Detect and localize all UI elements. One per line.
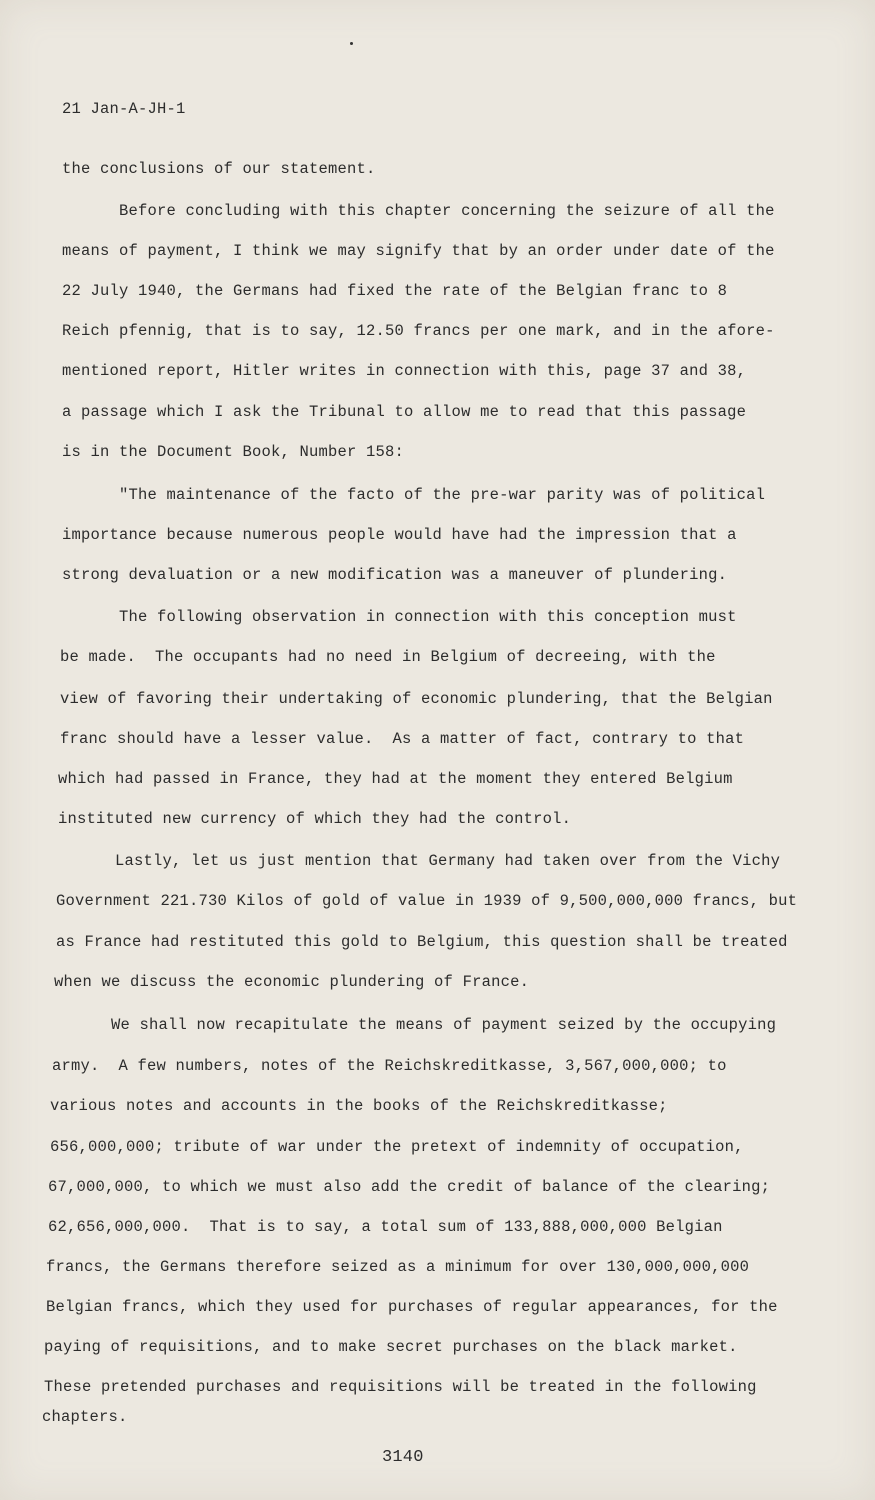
document-reference: 21 Jan-A-JH-1 [62, 100, 186, 118]
body-line: paying of requisitions, and to make secret purchases on the black market. [44, 1338, 738, 1356]
body-line: as France had restituted this gold to Belgium, this question shall be treated [56, 933, 788, 951]
body-line: franc should have a lesser value. As a matter of fact, contrary to that [60, 730, 745, 748]
body-line: when we discuss the economic plundering of France. [54, 973, 530, 991]
body-line: means of payment, I think we may signify that by an order under date of the [62, 242, 775, 260]
body-line: which had passed in France, they had at the moment they entered Belgium [58, 770, 733, 788]
body-line: These pretended purchases and requisitions will be treated in the following [44, 1378, 757, 1396]
body-line: strong devaluation or a new modification was a maneuver of plundering. [62, 566, 728, 584]
page-number: 3140 [382, 1448, 424, 1467]
body-line: instituted new currency of which they had the control. [58, 810, 572, 828]
body-line: 656,000,000; tribute of war under the pretext of indemnity of occupation, [50, 1138, 744, 1156]
body-line: Belgian francs, which they used for purchases of regular appearances, for the [46, 1298, 778, 1316]
body-line: 22 July 1940, the Germans had fixed the rate of the Belgian franc to 8 [62, 282, 728, 300]
body-line: "The maintenance of the facto of the pre-war parity was of political [62, 486, 766, 504]
page-mark-dot [350, 42, 353, 45]
body-line: We shall now recapitulate the means of payment seized by the occupying [54, 1016, 777, 1034]
body-line: francs, the Germans therefore seized as a minimum for over 130,000,000,000 [46, 1258, 750, 1276]
body-line: Lastly, let us just mention that Germany had taken over from the Vichy [58, 852, 781, 870]
body-line: importance because numerous people would have had the impression that a [62, 526, 737, 544]
body-line: The following observation in connection with this conception must [62, 608, 737, 626]
body-line: be made. The occupants had no need in Belgium of decreeing, with the [60, 648, 716, 666]
body-line: view of favoring their undertaking of economic plundering, that the Belgian [60, 690, 773, 708]
body-line: is in the Document Book, Number 158: [62, 443, 405, 461]
body-line: Government 221.730 Kilos of gold of value in 1939 of 9,500,000,000 francs, but [56, 892, 798, 910]
body-line: Before concluding with this chapter concerning the seizure of all the [62, 202, 775, 220]
body-line: 62,656,000,000. That is to say, a total sum of 133,888,000,000 Belgian [48, 1218, 723, 1236]
body-line: a passage which I ask the Tribunal to allow me to read that this passage [62, 403, 747, 421]
body-line: Reich pfennig, that is to say, 12.50 francs per one mark, and in the afore- [62, 322, 775, 340]
body-line: chapters. [42, 1408, 128, 1426]
body-line: various notes and accounts in the books of the Reichskreditkasse; [50, 1097, 668, 1115]
body-line: 67,000,000, to which we must also add the credit of balance of the clearing; [48, 1178, 771, 1196]
body-line: army. A few numbers, notes of the Reichskreditkasse, 3,567,000,000; to [52, 1057, 727, 1075]
body-line: the conclusions of our statement. [62, 160, 376, 178]
body-line: mentioned report, Hitler writes in connection with this, page 37 and 38, [62, 362, 747, 380]
